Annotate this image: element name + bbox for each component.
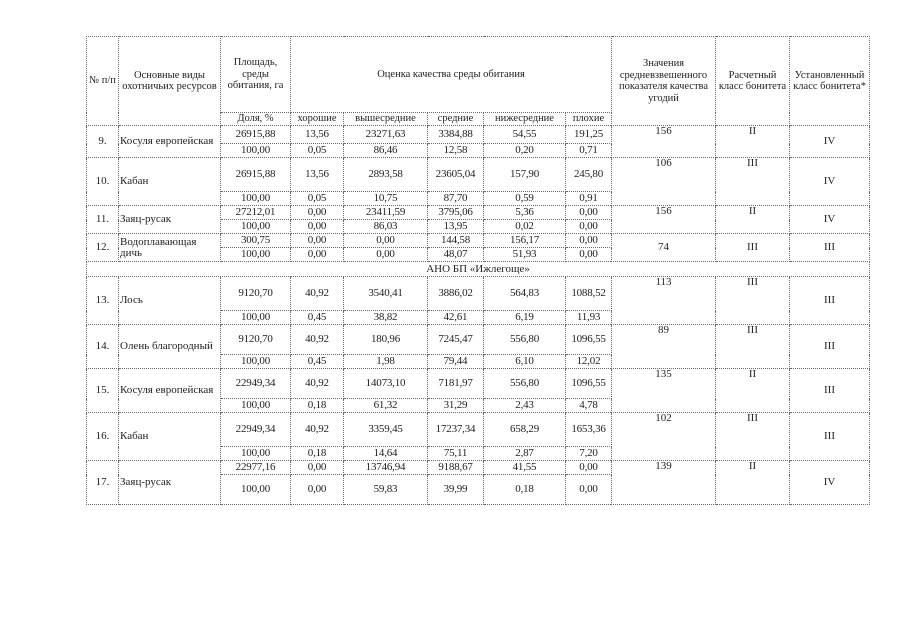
cell-share: 100,00: [221, 311, 291, 325]
cell-above-avg-pct: 38,82: [344, 311, 428, 325]
species-name: Косуля европейская: [119, 369, 221, 413]
table-row: [87, 158, 870, 192]
cell-above-avg: 0,00: [344, 234, 428, 248]
cell-good: 0,00: [291, 234, 344, 248]
cell-above-avg: 13746,94: [344, 461, 428, 475]
cell-avg-pct: 87,70: [428, 192, 484, 206]
cell-avg-pct: 48,07: [428, 248, 484, 262]
cell-below-avg: 54,55: [484, 126, 566, 144]
cell-bad-pct: 4,78: [566, 399, 612, 413]
header-avg: средние: [428, 113, 484, 126]
cell-avg: 3795,06: [428, 206, 484, 220]
row-number: 17.: [87, 461, 119, 505]
row-number: 16.: [87, 413, 119, 461]
header-num: № п/п: [87, 37, 119, 126]
cell-avg: 23605,04: [428, 158, 484, 192]
table-row: [87, 325, 870, 355]
cell-weighted: 135: [612, 369, 716, 413]
cell-calc-class: III: [716, 158, 790, 206]
cell-avg: 7181,97: [428, 369, 484, 399]
cell-above-avg-pct: 14,64: [344, 447, 428, 461]
cell-calc-class: II: [716, 126, 790, 158]
cell-good-pct: 0,45: [291, 355, 344, 369]
species-name: Кабан: [119, 158, 221, 206]
habitat-quality-table: [86, 36, 870, 505]
cell-avg-pct: 79,44: [428, 355, 484, 369]
cell-set-class: IV: [790, 206, 870, 234]
header-below-avg: нижесредние: [484, 113, 566, 126]
header-above-avg: вышесредние: [344, 113, 428, 126]
header-bad: плохие: [566, 113, 612, 126]
header-share: Доля, %: [221, 113, 291, 126]
cell-above-avg: 23411,59: [344, 206, 428, 220]
cell-set-class: IV: [790, 461, 870, 505]
cell-above-avg-pct: 59,83: [344, 475, 428, 505]
row-number: 14.: [87, 325, 119, 369]
cell-set-class: III: [790, 277, 870, 325]
cell-calc-class: III: [716, 234, 790, 262]
cell-good: 13,56: [291, 158, 344, 192]
cell-below-avg-pct: 6,19: [484, 311, 566, 325]
table-row: [87, 234, 870, 248]
cell-above-avg-pct: 0,00: [344, 248, 428, 262]
cell-good-pct: 0,00: [291, 220, 344, 234]
cell-good-pct: 0,18: [291, 447, 344, 461]
cell-avg: 3384,88: [428, 126, 484, 144]
row-number: 15.: [87, 369, 119, 413]
cell-good: 40,92: [291, 325, 344, 355]
cell-share: 100,00: [221, 355, 291, 369]
cell-bad-pct: 12,02: [566, 355, 612, 369]
cell-area: 26915,88: [221, 126, 291, 144]
table-row: [87, 413, 870, 447]
cell-above-avg-pct: 86,03: [344, 220, 428, 234]
cell-good: 0,00: [291, 461, 344, 475]
cell-area: 22949,34: [221, 369, 291, 399]
species-name: Кабан: [119, 413, 221, 461]
cell-good: 40,92: [291, 413, 344, 447]
cell-bad: 0,00: [566, 206, 612, 220]
cell-weighted: 113: [612, 277, 716, 325]
cell-weighted: 139: [612, 461, 716, 505]
cell-good-pct: 0,00: [291, 475, 344, 505]
cell-avg-pct: 39,99: [428, 475, 484, 505]
document-table-container: [86, 36, 870, 505]
cell-avg-pct: 12,58: [428, 144, 484, 158]
cell-good-pct: 0,45: [291, 311, 344, 325]
row-number: 12.: [87, 234, 119, 262]
cell-bad: 1096,55: [566, 369, 612, 399]
cell-share: 100,00: [221, 475, 291, 505]
table-row: [87, 126, 870, 144]
cell-above-avg-pct: 61,32: [344, 399, 428, 413]
header-species: Основные виды охотничьих ресурсов: [119, 37, 221, 126]
cell-weighted: 106: [612, 158, 716, 206]
cell-calc-class: III: [716, 277, 790, 325]
cell-area: 22977,16: [221, 461, 291, 475]
cell-good-pct: 0,05: [291, 144, 344, 158]
cell-above-avg-pct: 10,75: [344, 192, 428, 206]
cell-below-avg: 556,80: [484, 369, 566, 399]
cell-calc-class: II: [716, 461, 790, 505]
cell-good: 13,56: [291, 126, 344, 144]
cell-area: 9120,70: [221, 325, 291, 355]
cell-bad: 1096,55: [566, 325, 612, 355]
cell-bad-pct: 0,00: [566, 475, 612, 505]
cell-good-pct: 0,00: [291, 248, 344, 262]
cell-bad-pct: 11,93: [566, 311, 612, 325]
cell-bad: 1088,52: [566, 277, 612, 311]
header-quality: Оценка качества среды обитания: [291, 37, 612, 113]
cell-below-avg: 5,36: [484, 206, 566, 220]
cell-below-avg-pct: 0,59: [484, 192, 566, 206]
cell-calc-class: III: [716, 413, 790, 461]
table-row: [87, 461, 870, 475]
cell-share: 100,00: [221, 192, 291, 206]
cell-avg: 144,58: [428, 234, 484, 248]
section-title: АНО БП «Ижлегоще»: [87, 262, 870, 277]
cell-below-avg-pct: 6,10: [484, 355, 566, 369]
header-set-class: Установленный класс бонитета*: [790, 37, 870, 126]
cell-above-avg: 2893,58: [344, 158, 428, 192]
species-name: Заяц-русак: [119, 461, 221, 505]
cell-bad-pct: 7,20: [566, 447, 612, 461]
cell-below-avg: 157,90: [484, 158, 566, 192]
cell-set-class: III: [790, 413, 870, 461]
cell-below-avg: 41,55: [484, 461, 566, 475]
cell-set-class: III: [790, 234, 870, 262]
cell-calc-class: II: [716, 206, 790, 234]
cell-weighted: 156: [612, 206, 716, 234]
cell-below-avg: 658,29: [484, 413, 566, 447]
row-number: 10.: [87, 158, 119, 206]
cell-share: 100,00: [221, 399, 291, 413]
cell-share: 100,00: [221, 220, 291, 234]
cell-below-avg-pct: 2,87: [484, 447, 566, 461]
cell-bad: 0,00: [566, 234, 612, 248]
cell-below-avg-pct: 2,43: [484, 399, 566, 413]
cell-below-avg-pct: 0,18: [484, 475, 566, 505]
cell-good-pct: 0,05: [291, 192, 344, 206]
cell-above-avg: 3540,41: [344, 277, 428, 311]
cell-bad-pct: 0,91: [566, 192, 612, 206]
header-area: Площадь, среды обитания, га: [221, 37, 291, 113]
cell-below-avg: 564,83: [484, 277, 566, 311]
species-name: Олень благородный: [119, 325, 221, 369]
species-name: Заяц-русак: [119, 206, 221, 234]
cell-area: 9120,70: [221, 277, 291, 311]
cell-area: 27212,01: [221, 206, 291, 220]
section-row: [87, 262, 870, 277]
cell-good: 40,92: [291, 369, 344, 399]
cell-calc-class: III: [716, 325, 790, 369]
cell-weighted: 102: [612, 413, 716, 461]
cell-weighted: 156: [612, 126, 716, 158]
cell-avg: 3886,02: [428, 277, 484, 311]
cell-good: 0,00: [291, 206, 344, 220]
cell-avg-pct: 75,11: [428, 447, 484, 461]
species-name: Косуля европейская: [119, 126, 221, 158]
cell-weighted: 89: [612, 325, 716, 369]
cell-share: 100,00: [221, 144, 291, 158]
row-number: 13.: [87, 277, 119, 325]
cell-good: 40,92: [291, 277, 344, 311]
cell-area: 26915,88: [221, 158, 291, 192]
cell-above-avg: 14073,10: [344, 369, 428, 399]
cell-bad: 0,00: [566, 461, 612, 475]
cell-set-class: IV: [790, 126, 870, 158]
table-row: [87, 206, 870, 220]
cell-below-avg: 556,80: [484, 325, 566, 355]
header-good: хорошие: [291, 113, 344, 126]
cell-avg: 9188,67: [428, 461, 484, 475]
cell-avg: 17237,34: [428, 413, 484, 447]
cell-weighted: 74: [612, 234, 716, 262]
row-number: 11.: [87, 206, 119, 234]
cell-above-avg-pct: 86,46: [344, 144, 428, 158]
species-name: Водоплавающая дичь: [119, 234, 221, 262]
cell-above-avg: 180,96: [344, 325, 428, 355]
cell-avg-pct: 13,95: [428, 220, 484, 234]
cell-avg-pct: 31,29: [428, 399, 484, 413]
cell-area: 300,75: [221, 234, 291, 248]
cell-below-avg-pct: 0,20: [484, 144, 566, 158]
cell-below-avg: 156,17: [484, 234, 566, 248]
cell-share: 100,00: [221, 248, 291, 262]
cell-below-avg-pct: 0,02: [484, 220, 566, 234]
cell-bad: 1653,36: [566, 413, 612, 447]
cell-avg-pct: 42,61: [428, 311, 484, 325]
row-number: 9.: [87, 126, 119, 158]
cell-bad-pct: 0,00: [566, 220, 612, 234]
cell-set-class: III: [790, 369, 870, 413]
cell-set-class: III: [790, 325, 870, 369]
cell-bad: 245,80: [566, 158, 612, 192]
cell-area: 22949,34: [221, 413, 291, 447]
cell-above-avg: 3359,45: [344, 413, 428, 447]
header-calc-class: Расчетный класс бонитета: [716, 37, 790, 126]
cell-bad: 191,25: [566, 126, 612, 144]
cell-above-avg: 23271,63: [344, 126, 428, 144]
header-weighted: Значения средневзвешенного показателя качества угодий: [612, 37, 716, 126]
table-row: [87, 277, 870, 311]
cell-bad-pct: 0,71: [566, 144, 612, 158]
cell-above-avg-pct: 1,98: [344, 355, 428, 369]
table-row: [87, 369, 870, 399]
cell-set-class: IV: [790, 158, 870, 206]
cell-good-pct: 0,18: [291, 399, 344, 413]
cell-avg: 7245,47: [428, 325, 484, 355]
cell-calc-class: II: [716, 369, 790, 413]
cell-below-avg-pct: 51,93: [484, 248, 566, 262]
cell-bad-pct: 0,00: [566, 248, 612, 262]
cell-share: 100,00: [221, 447, 291, 461]
species-name: Лось: [119, 277, 221, 325]
